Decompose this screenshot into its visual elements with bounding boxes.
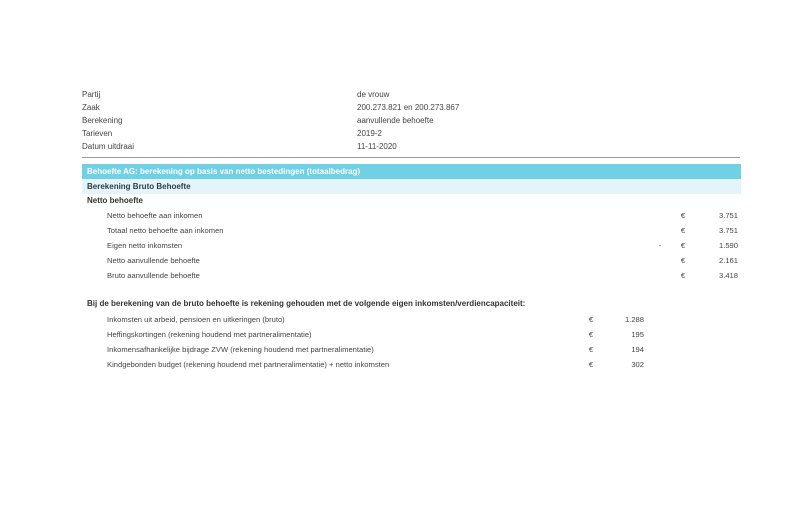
table-row [82,208,742,223]
row-amount: 2.161 [718,256,738,265]
currency-symbol: € [588,360,594,369]
group-heading: Netto behoefte [87,196,143,205]
row-amount: 194 [631,345,644,354]
meta-value: de vrouw [357,90,390,99]
section-subtitle: Berekening Bruto Behoefte [87,182,191,191]
table-row [82,357,682,372]
table-row [82,342,682,357]
row-amount: 195 [631,330,644,339]
row-amount: 3.418 [718,271,738,280]
section-subtitle-band [82,179,741,194]
meta-label: Datum uitdraai [82,142,135,151]
meta-value: 2019-2 [357,129,382,138]
divider [82,157,740,158]
row-label: Bruto aanvullende behoefte [107,271,200,280]
row-label: Heffingskortingen (rekening houdend met partneralimentatie) [107,330,312,339]
currency-symbol: € [680,241,686,250]
meta-row-berekening [82,114,742,127]
meta-label: Berekening [82,116,123,125]
section-title-band [82,164,741,179]
meta-row-datum-uitdraai [82,140,742,153]
currency-symbol: € [588,330,594,339]
row-label: Totaal netto behoefte aan inkomen [107,226,224,235]
row-label: Kindgebonden budget (rekening houdend met partneralimentatie) + netto inkomsten [107,360,390,369]
meta-row-partij [82,88,742,101]
row-amount: 302 [631,360,644,369]
income-note-heading: Bij de berekening van de bruto behoefte is rekening gehouden met de volgende eigen inkomsten/verdiencapaciteit: [87,299,526,308]
meta-label: Partij [82,90,101,99]
meta-label: Tarieven [82,129,113,138]
currency-symbol: € [680,226,686,235]
netto-behoefte-table [82,208,742,283]
meta-row-zaak [82,101,742,114]
meta-value: 11-11-2020 [357,142,397,151]
row-sign: - [658,241,662,250]
table-row [82,223,742,238]
row-amount: 3.751 [718,211,738,220]
currency-symbol: € [588,345,594,354]
meta-row-tarieven [82,127,742,140]
case-metadata [82,88,742,153]
income-table [82,312,682,372]
row-amount: 1.590 [718,241,738,250]
row-label: Netto aanvullende behoefte [107,256,200,265]
row-label: Netto behoefte aan inkomen [107,211,203,220]
currency-symbol: € [680,271,686,280]
row-amount: 1.288 [624,315,644,324]
meta-label: Zaak [82,103,100,112]
meta-value: 200.273.821 en 200.273.867 [357,103,460,112]
meta-value: aanvullende behoefte [357,116,434,125]
currency-symbol: € [680,211,686,220]
table-row [82,268,742,283]
table-row [82,253,742,268]
row-label: Eigen netto inkomsten [107,241,183,250]
table-row [82,238,742,253]
row-label: Inkomsten uit arbeid, pensioen en uitkeringen (bruto) [107,315,285,324]
row-amount: 3.751 [718,226,738,235]
table-row [82,312,682,327]
currency-symbol: € [588,315,594,324]
table-row [82,327,682,342]
currency-symbol: € [680,256,686,265]
row-label: Inkomensafhankelijke bijdrage ZVW (rekening houdend met partneralimentatie) [107,345,374,354]
section-title: Behoefte AG: berekening op basis van netto bestedingen (totaalbedrag) [87,167,361,176]
